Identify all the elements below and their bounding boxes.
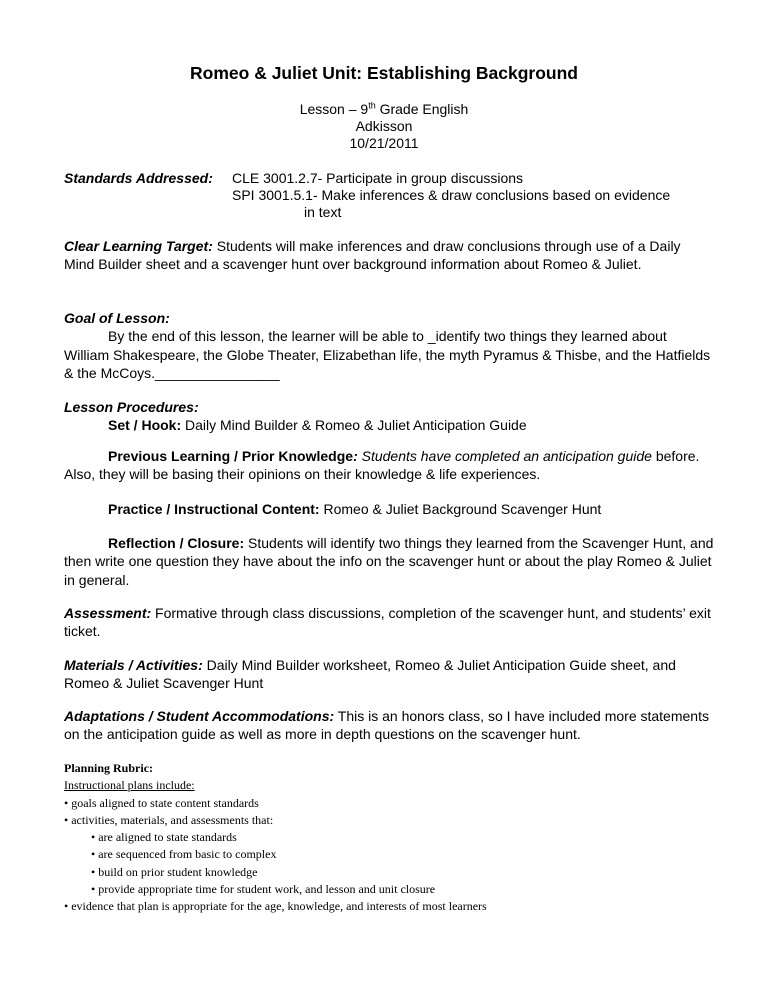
procedures-section	[64, 398, 714, 435]
lesson-line	[0, 101, 768, 118]
lesson-suffix: Grade English	[375, 101, 469, 117]
rubric-subtitle: Instructional plans include:	[64, 778, 195, 793]
practice-label: Practice / Instructional Content:	[108, 501, 320, 517]
procedures-label: Lesson Procedures:	[64, 399, 199, 415]
goal-section	[64, 309, 714, 383]
prior-label: Previous Learning / Prior Knowledge	[108, 448, 354, 464]
rubric-subitem: • build on prior student knowledge	[91, 864, 258, 879]
prior-text: before. Also, they will be basing their opinions on their knowledge & life experiences.	[64, 448, 700, 483]
hook-line	[64, 416, 714, 434]
rubric-subitem: • are sequenced from basic to complex	[91, 847, 277, 862]
adaptations-section	[64, 707, 714, 744]
rubric-title: Planning Rubric:	[64, 761, 154, 775]
adaptations-label: Adaptations / Student Accommodations:	[64, 708, 335, 724]
standards-label: Standards Addressed:	[64, 170, 213, 186]
standard-spi-continued: in text	[304, 204, 342, 220]
lesson-prefix: Lesson – 9	[299, 101, 369, 117]
rubric-item: • activities, materials, and assessments that:	[64, 812, 274, 827]
reflection-section	[64, 534, 714, 589]
learning-target-text: Students will make inferences and draw conclusions through use of a Daily Mind Builder sheet and a scavenger hunt over background information about Romeo & Juliet.	[64, 238, 681, 273]
standards-row	[64, 170, 213, 187]
reflection-label: Reflection / Closure:	[108, 535, 245, 551]
standard-spi: SPI 3001.5.1- Make inferences & draw conclusions based on evidence	[232, 187, 671, 203]
prior-italic: Students have completed an anticipation guide	[357, 448, 652, 464]
adaptations-text: This is an honors class, so I have included more statements on the anticipation guide as well as more in depth questions on the scavenger hunt.	[64, 708, 709, 743]
learning-target	[64, 237, 714, 274]
rubric-item: • evidence that plan is appropriate for the age, knowledge, and interests of most learners	[64, 899, 487, 914]
lesson-sup: th	[368, 100, 376, 111]
reflection-text: Students will identify two things they learned from the Scavenger Hunt, and then write one question they have about the info on the scavenger hunt or about the play Romeo & Juliet in general.	[64, 535, 714, 588]
assessment-label: Assessment:	[64, 605, 152, 621]
practice-text: Romeo & Juliet Background Scavenger Hunt	[319, 501, 602, 517]
planning-rubric	[64, 760, 487, 916]
goal-text: By the end of this lesson, the learner will be able to _identify two things they learned about William Shakespeare, the Globe Theater, Elizabethan life, the myth Pyramus & Thisbe, and the Hatfields & the McCoys.________________	[64, 328, 711, 382]
hook-text: Daily Mind Builder & Romeo & Juliet Anticipation Guide	[181, 417, 527, 434]
prior-knowledge	[64, 447, 714, 484]
materials-section	[64, 656, 714, 693]
rubric-item: • goals aligned to state content standards	[64, 795, 259, 810]
goal-label: Goal of Lesson:	[64, 310, 170, 326]
materials-label: Materials / Activities:	[64, 657, 203, 673]
assessment-section	[64, 604, 714, 641]
standard-cle: CLE 3001.2.7- Participate in group discussions	[232, 170, 524, 186]
lesson-date: 10/21/2011	[349, 135, 419, 151]
teacher-name: Adkisson	[355, 118, 413, 134]
materials-text: Daily Mind Builder worksheet, Romeo & Juliet Anticipation Guide sheet, and Romeo & Juliet Scavenger Hunt	[64, 657, 676, 692]
assessment-text: Formative through class discussions, completion of the scavenger hunt, and students’ exit ticket.	[64, 605, 711, 640]
learning-target-label: Clear Learning Target:	[64, 238, 213, 254]
document-title: Romeo & Juliet Unit: Establishing Background	[190, 63, 578, 83]
rubric-subitem: • are aligned to state standards	[91, 830, 237, 845]
hook-label: Set / Hook:	[108, 417, 182, 434]
practice-line	[64, 500, 714, 518]
rubric-subitem: • provide appropriate time for student work, and lesson and unit closure	[91, 882, 436, 897]
prior-colon: :	[353, 448, 358, 464]
